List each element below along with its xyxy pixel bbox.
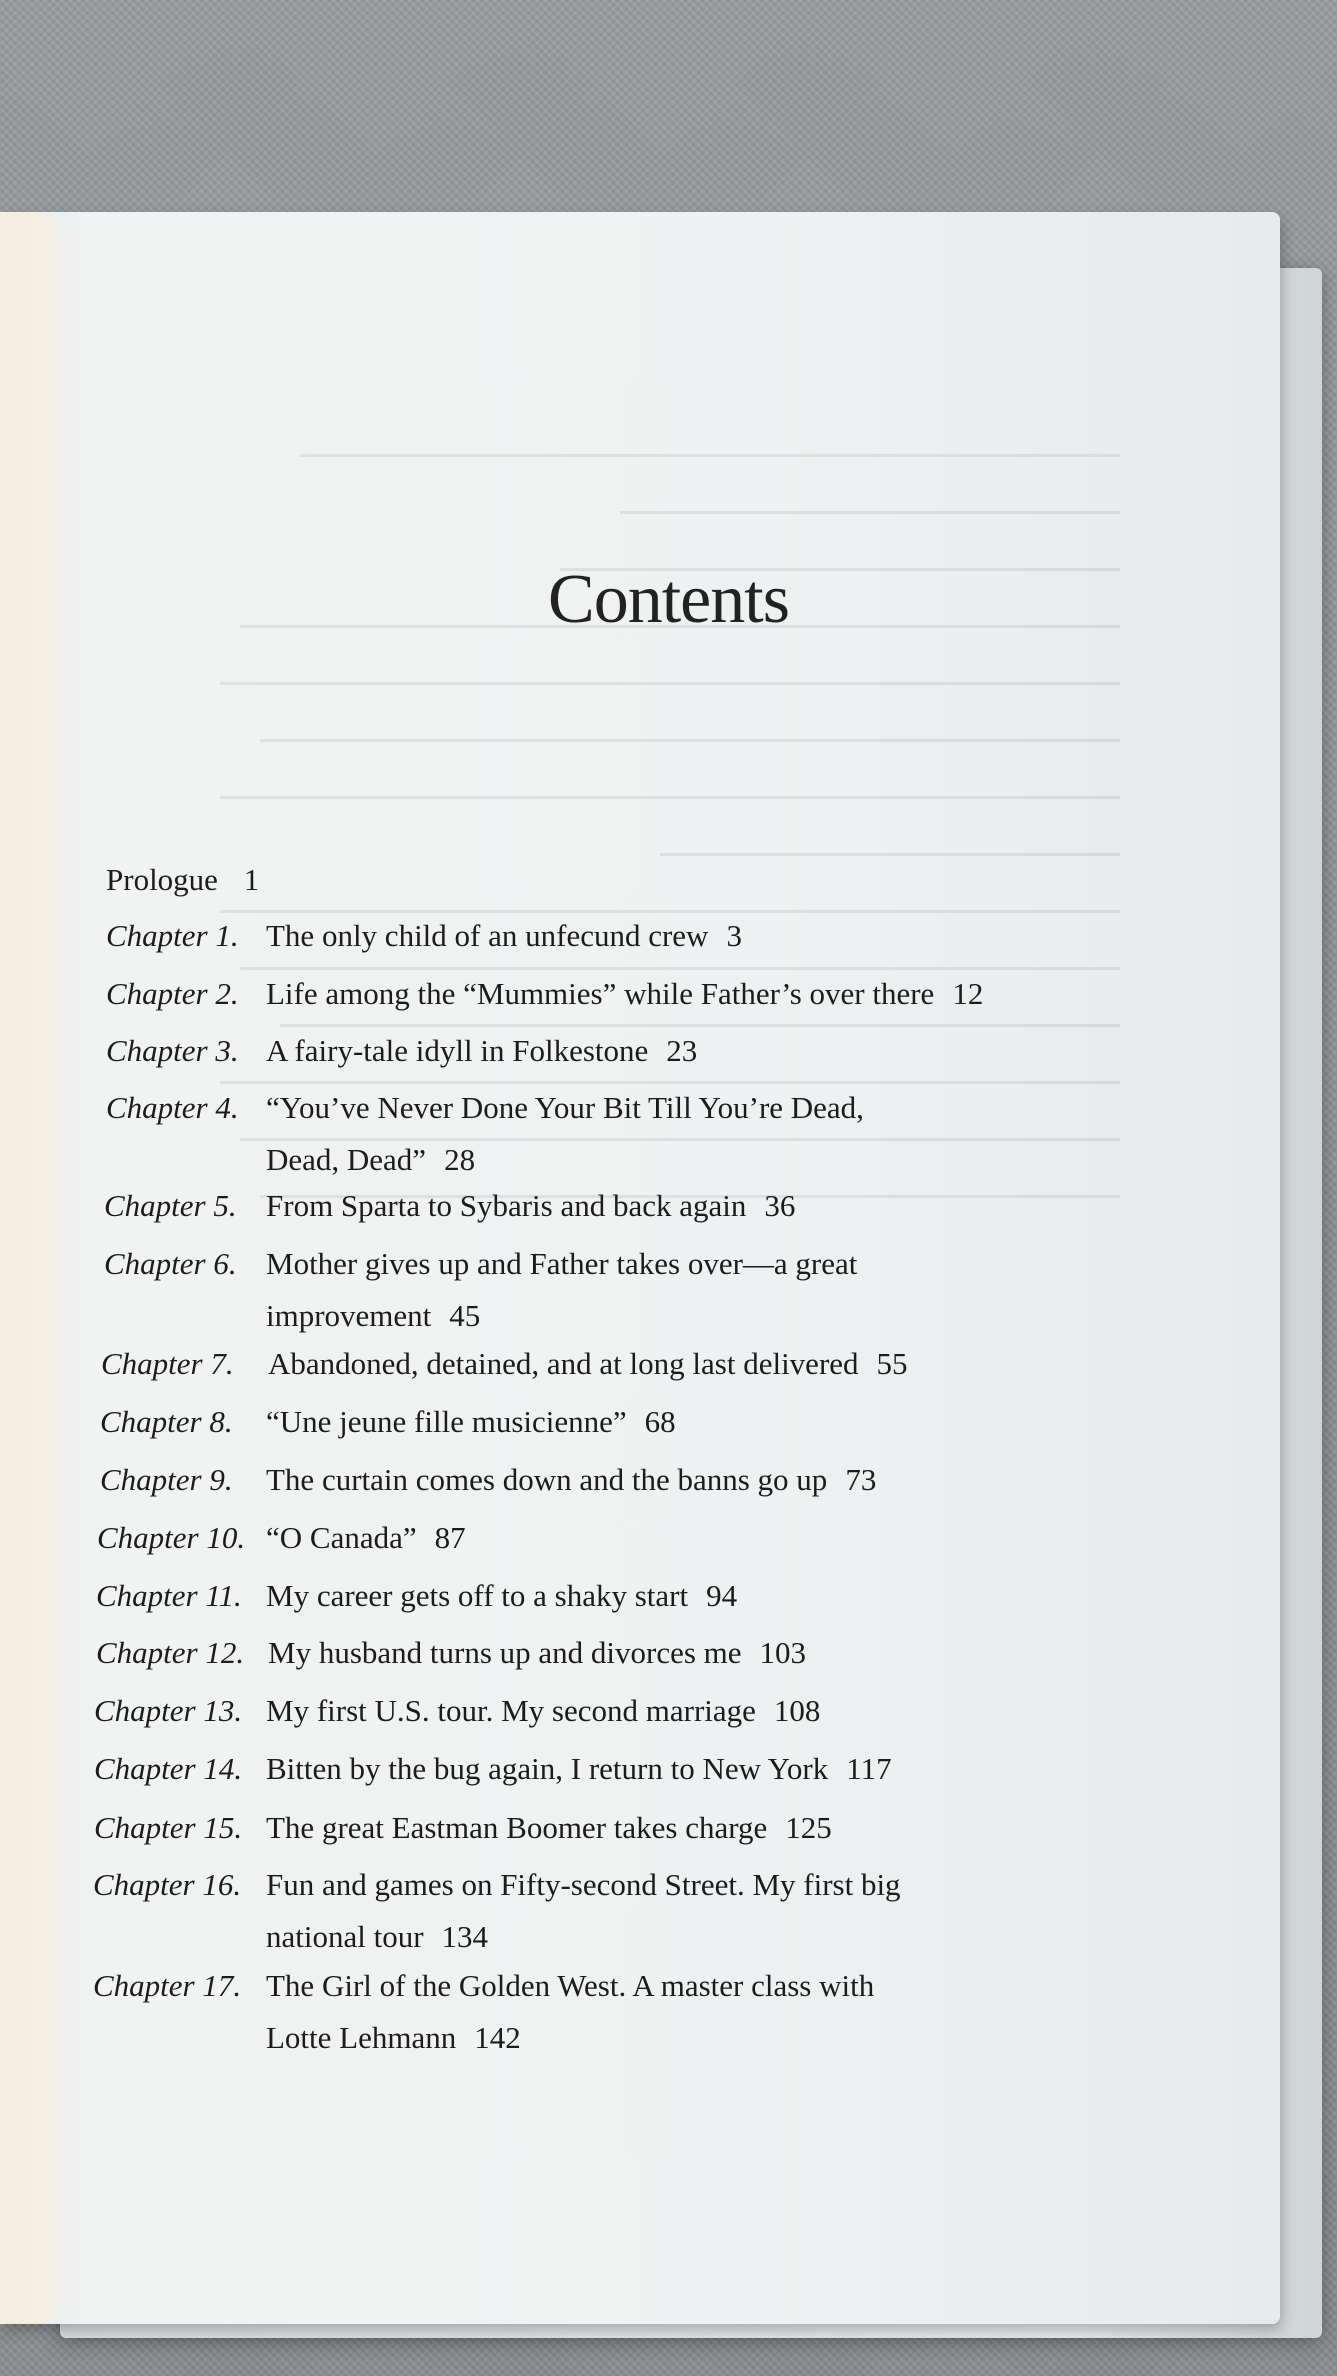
toc-entry: [100, 1452, 1200, 1508]
chapter-label: Chapter 10.: [97, 1520, 246, 1555]
chapter-title-text: “You’ve Never Done Your Bit Till You’re Dead,: [266, 1090, 864, 1125]
chapter-page-number: 23: [666, 1033, 698, 1068]
toc-entry: [106, 966, 1206, 1022]
chapter-label: Chapter 2.: [106, 976, 239, 1011]
chapter-page-number: 73: [845, 1462, 877, 1497]
chapter-page-number: 103: [759, 1635, 807, 1670]
chapter-label: Chapter 3.: [106, 1033, 239, 1068]
toc-entry: [93, 1958, 1193, 2066]
chapter-title-text: My husband turns up and divorces me: [268, 1635, 742, 1670]
toc-entry: [94, 1800, 1194, 1856]
chapter-label: Chapter 1.: [106, 918, 239, 953]
chapter-label: Chapter 4.: [106, 1090, 239, 1125]
chapter-title-line: [266, 1857, 901, 1913]
chapter-page-number: 94: [706, 1578, 738, 1613]
chapter-page-number: 28: [444, 1142, 476, 1177]
chapter-label: Chapter 7.: [101, 1346, 234, 1381]
chapter-page-number: 55: [876, 1346, 908, 1381]
chapter-title-text: My career gets off to a shaky start: [266, 1578, 689, 1613]
chapter-title-line: [266, 1510, 466, 1566]
toc-entry: [106, 908, 1206, 964]
chapter-label: Chapter 8.: [100, 1404, 233, 1439]
page-title: Contents: [548, 561, 789, 638]
chapter-title-line: [266, 1023, 697, 1079]
chapter-title-line: [268, 1625, 806, 1681]
chapter-label: Chapter 11.: [96, 1578, 242, 1613]
chapter-page-number: 134: [441, 1919, 489, 1954]
chapter-label: Chapter 13.: [94, 1693, 243, 1728]
chapter-title-text: “Une jeune fille musicienne”: [266, 1404, 627, 1439]
chapter-title-text: Fun and games on Fifty-second Street. My first big: [266, 1867, 901, 1902]
toc-entry: [100, 1394, 1200, 1450]
chapter-title-line: [266, 966, 983, 1022]
toc-entry: [101, 1336, 1201, 1392]
toc-entry: [96, 1568, 1196, 1624]
chapter-title-text: Dead, Dead”: [266, 1142, 427, 1177]
chapter-page-number: 12: [952, 976, 984, 1011]
toc-entry: [106, 1023, 1206, 1079]
chapter-title-text: A fairy-tale idyll in Folkestone: [266, 1033, 649, 1068]
chapter-title-text: Mother gives up and Father takes over—a great: [266, 1246, 858, 1281]
chapter-page-number: 3: [726, 918, 742, 953]
chapter-title-line: [266, 1394, 676, 1450]
chapter-label: Chapter 5.: [104, 1188, 237, 1223]
chapter-title-line: [266, 1958, 874, 2014]
toc-entry: [104, 1178, 1204, 1234]
chapter-title-line: [266, 1683, 820, 1739]
toc-entry: [97, 1510, 1197, 1566]
chapter-label: Chapter 16.: [93, 1867, 242, 1902]
chapter-page-number: 125: [785, 1810, 832, 1845]
chapter-title-text: The great Eastman Boomer takes charge: [266, 1810, 768, 1845]
toc-entry: [94, 1741, 1194, 1797]
chapter-title-line: [268, 1336, 908, 1392]
chapter-title-line: [266, 1800, 832, 1856]
chapter-title-text: Bitten by the bug again, I return to New York: [266, 1751, 829, 1786]
chapter-label: Chapter 12.: [96, 1635, 245, 1670]
chapter-title-text: From Sparta to Sybaris and back again: [266, 1188, 747, 1223]
chapter-title-text: Lotte Lehmann: [266, 2020, 457, 2055]
chapter-label: Chapter 9.: [100, 1462, 233, 1497]
chapter-label: Chapter 15.: [94, 1810, 243, 1845]
chapter-title-line: [266, 1741, 892, 1797]
chapter-title-text: The only child of an unfecund crew: [266, 918, 709, 953]
chapter-title-text: national tour: [266, 1919, 424, 1954]
chapter-title-text: Abandoned, detained, and at long last delivered: [268, 1346, 859, 1381]
chapter-page-number: 45: [449, 1298, 481, 1333]
chapter-title-line: [266, 1236, 857, 1292]
toc-entry: [94, 1683, 1194, 1739]
chapter-title-text: The Girl of the Golden West. A master class with: [266, 1968, 875, 2003]
chapter-title-line: [266, 1178, 795, 1234]
prologue-page-number: 1: [243, 862, 260, 897]
chapter-label: Chapter 14.: [94, 1751, 243, 1786]
chapter-label: Chapter 17.: [93, 1968, 242, 2003]
chapter-title-text: Life among the “Mummies” while Father’s over there: [266, 976, 935, 1011]
chapter-title-line: [266, 1080, 864, 1136]
prologue-label: Prologue: [106, 862, 218, 897]
toc-entry: [96, 1625, 1196, 1681]
chapter-page-number: 117: [846, 1751, 892, 1786]
chapter-title-line: [266, 1909, 488, 1965]
toc-entry: [93, 1857, 1193, 1965]
toc-entry-prologue: [106, 852, 259, 908]
chapter-title-line: [266, 1568, 737, 1624]
chapter-title-line: [266, 1452, 876, 1508]
chapter-title-text: “O Canada”: [266, 1520, 417, 1555]
chapter-title-text: My first U.S. tour. My second marriage: [266, 1693, 756, 1728]
chapter-page-number: 68: [644, 1404, 676, 1439]
toc-entry: [106, 1080, 1206, 1188]
toc-entry: [104, 1236, 1204, 1344]
chapter-page-number: 87: [434, 1520, 466, 1555]
chapter-title-text: The curtain comes down and the banns go up: [266, 1462, 828, 1497]
chapter-page-number: 36: [764, 1188, 796, 1223]
chapter-title-text: improvement: [266, 1298, 432, 1333]
chapter-page-number: 142: [474, 2020, 521, 2055]
chapter-title-line: [266, 908, 742, 964]
chapter-label: Chapter 6.: [104, 1246, 237, 1281]
chapter-title-line: [266, 2010, 521, 2066]
chapter-page-number: 108: [773, 1693, 821, 1728]
